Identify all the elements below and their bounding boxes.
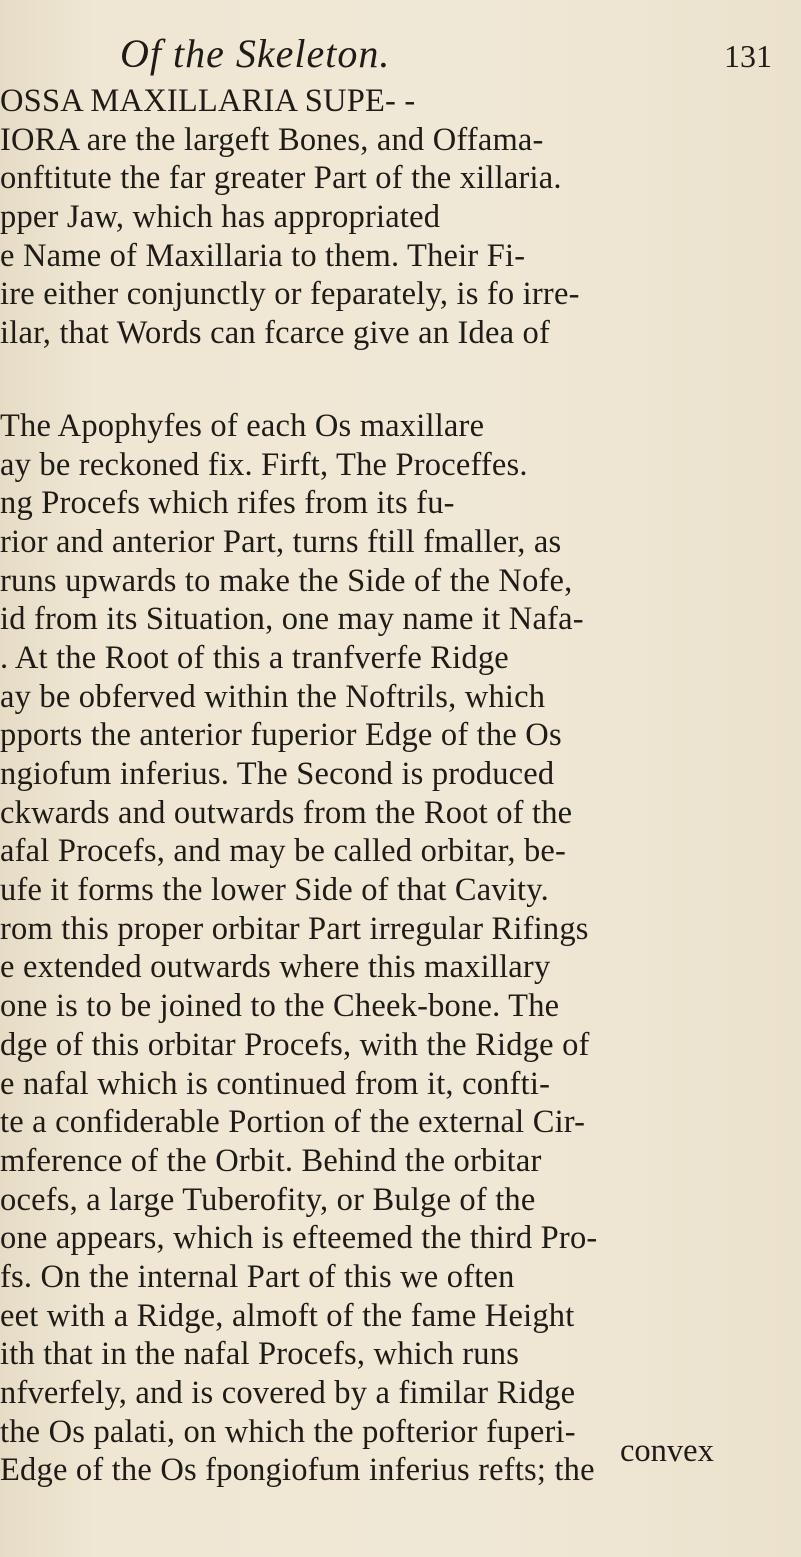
text-line: id from its Situation, one may name it Nafa- bbox=[0, 601, 584, 638]
text-line: one appears, which is efteemed the third Pro- bbox=[0, 1220, 598, 1257]
text-line: ay be reckoned fix. Firft, The Proceffes. bbox=[0, 446, 528, 483]
text-line: te a confiderable Portion of the external Cir- bbox=[0, 1104, 586, 1141]
running-title: Of the Skeleton. bbox=[120, 31, 391, 76]
text-line: ngiofum inferius. The Second is produced bbox=[0, 756, 555, 792]
text-line: ire either conjunctly or feparately, is fo irre- bbox=[0, 276, 580, 313]
text-line: ay be obferved within the Noftrils, which bbox=[0, 678, 546, 715]
text-line: IORA are the largeft Bones, and Offama- bbox=[0, 121, 544, 158]
text-line: one is to be joined to the Cheek-bone. The bbox=[0, 988, 560, 1025]
body-text bbox=[0, 82, 801, 1490]
text-line: ng Procefs which rifes from its fu- bbox=[0, 485, 455, 522]
text-line: e nafal which is continued from it, confti- bbox=[0, 1065, 551, 1102]
page-number: 131 bbox=[724, 38, 772, 74]
text-line: runs upwards to make the Side of the Nofe, bbox=[0, 562, 573, 599]
text-line: the Os palati, on which the pofterior fuperi- bbox=[0, 1413, 576, 1450]
page-header bbox=[0, 30, 801, 78]
paragraph-2 bbox=[0, 407, 801, 1490]
text-line: rior and anterior Part, turns ftill fmaller, as bbox=[0, 523, 562, 560]
text-line: ocefs, a large Tuberofity, or Bulge of the bbox=[0, 1181, 536, 1218]
paragraph-gap bbox=[0, 353, 801, 407]
text-line: ufe it forms the lower Side of that Cavity. bbox=[0, 872, 549, 909]
text-line: pports the anterior fuperior Edge of the Os bbox=[0, 717, 562, 754]
text-line: . At the Root of this a tranfverfe Ridge bbox=[0, 639, 509, 676]
catchword: convex bbox=[620, 1433, 714, 1469]
text-line: ith that in the nafal Procefs, which runs bbox=[0, 1336, 520, 1373]
text-line: afal Procefs, and may be called orbitar, be- bbox=[0, 833, 567, 870]
text-line: onftitute the far greater Part of the xillaria. bbox=[0, 160, 562, 197]
text-line: Edge of the Os fpongiofum inferius refts; the bbox=[0, 1452, 595, 1489]
text-line: The Apophyfes of each Os maxillare bbox=[0, 407, 485, 444]
text-line: fs. On the internal Part of this we often bbox=[0, 1258, 515, 1295]
text-line: e extended outwards where this maxillary bbox=[0, 949, 551, 986]
text-line: pper Jaw, which has appropriated bbox=[0, 199, 441, 236]
text-line: e Name of Maxillaria to them. Their Fi- bbox=[0, 237, 526, 274]
text-line: OSSA MAXILLARIA SUPE- - bbox=[0, 83, 416, 119]
text-line: dge of this orbitar Procefs, with the Ridge of bbox=[0, 1026, 590, 1063]
paragraph-1 bbox=[0, 82, 801, 353]
text-line: mference of the Orbit. Behind the orbitar bbox=[0, 1142, 542, 1179]
text-line: eet with a Ridge, almoft of the fame Height bbox=[0, 1297, 575, 1334]
text-line: ckwards and outwards from the Root of the bbox=[0, 794, 573, 831]
text-line: rom this proper orbitar Part irregular Rifings bbox=[0, 910, 589, 947]
text-line: nfverfely, and is covered by a fimilar Ridge bbox=[0, 1375, 576, 1411]
text-line: ilar, that Words can fcarce give an Idea of bbox=[0, 315, 550, 352]
